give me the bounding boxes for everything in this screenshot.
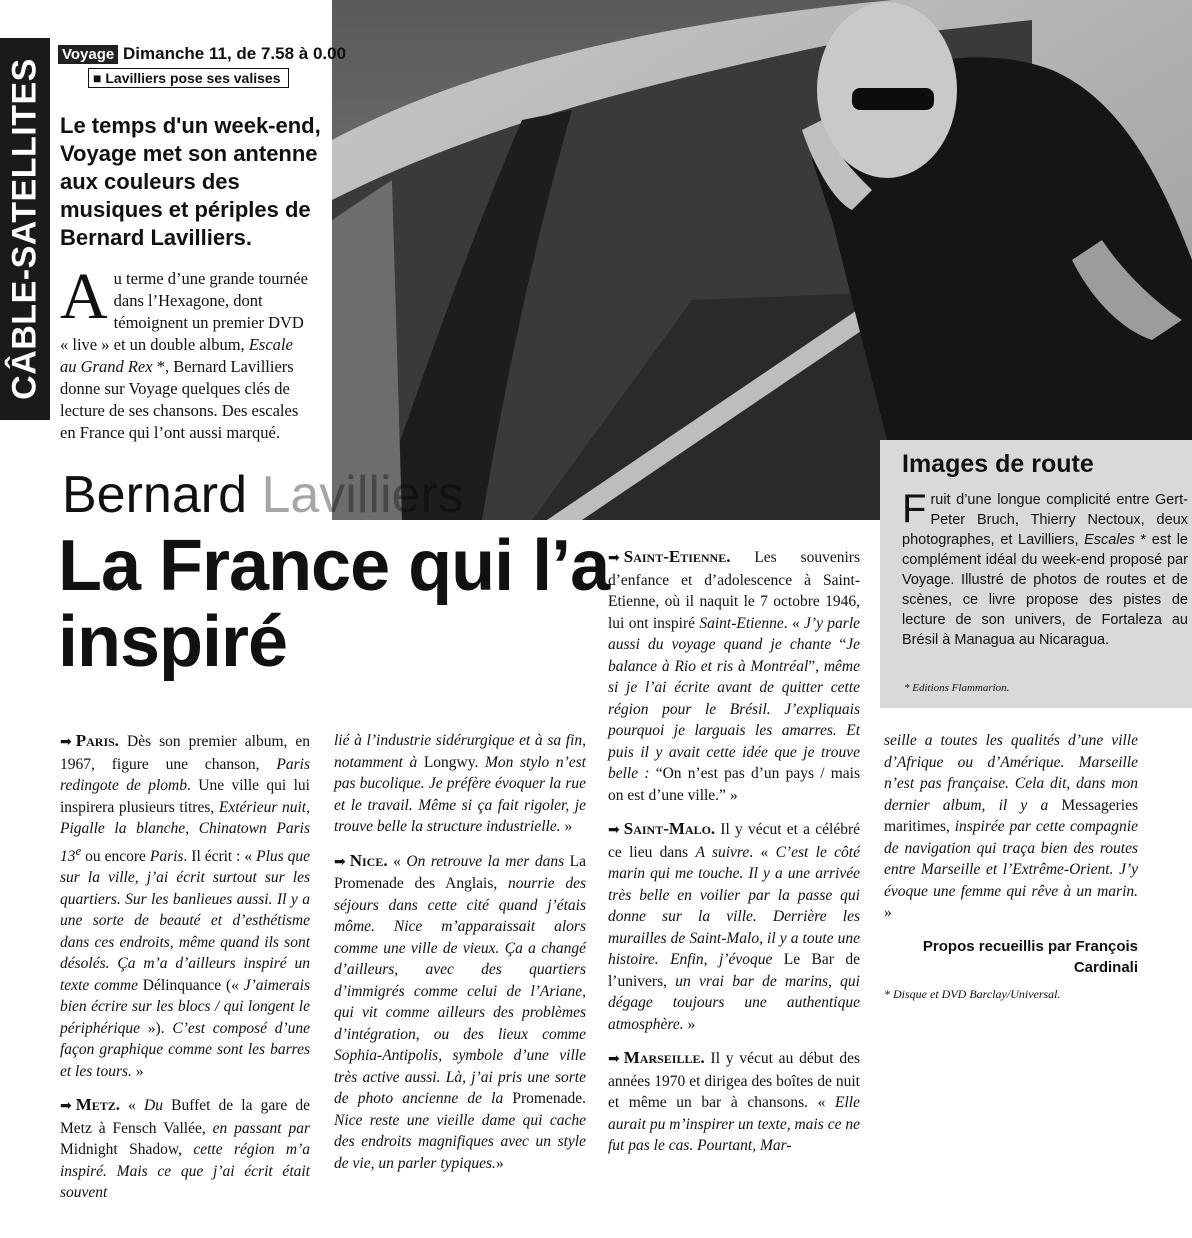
headline: La France qui l’a inspiré [58, 526, 610, 682]
paragraph-text: lié à l’industrie sidérurgique et à sa fin, notamment à Longwy. Mon stylo n’est pas bucolique. Je préfère évoquer la rue et le travail. Même si ça fait rigoler, je trouve belle la structure industrielle. » [334, 732, 586, 835]
arrow-icon: ➡ [608, 822, 620, 838]
kicker [62, 465, 464, 525]
lead-text: u terme d’une grande tournée dans l’Hexagone, dont témoignent un premier DVD « live » et un double album, Escale au Grand Rex *, Bernard Lavilliers donne sur Voyage quelques clés de lecture de ses chansons. Des escales en France qui l’ont aussi marqué. [60, 269, 308, 442]
square-bullet-icon: ■ [93, 70, 106, 86]
sidebar-body [902, 487, 1188, 650]
schedule: Dimanche 11, de 7.58 à 0.00 [123, 44, 347, 63]
arrow-icon: ➡ [60, 1098, 72, 1115]
paragraph [60, 730, 310, 1082]
city-heading: Metz. [75, 1095, 121, 1115]
column-3 [608, 546, 860, 1169]
column-1 [60, 730, 310, 1216]
paragraph-text: « Du Buffet de la gare de Metz à Fensch Vallée, en passant par Midnight Shadow, cette région m’a inspiré. Mais ce que j’ai écrit était souvent [60, 1097, 310, 1202]
program-title: Lavilliers pose ses valises [105, 70, 281, 86]
paragraph-text: « On retrouve la mer dans La Promenade des Anglais, nourrie des séjours dans cette cité quand j’étais môme. Nice m’apparaissait alors comme une ville de vieux. Ça a changé d’ailleurs, avec des quartiers d’immigrés comme celui de l’Ariane, qui vit comme ailleurs des problèmes d’intégration, ou des lieux comme Sophia-Antipolis, symbole d’une ville très active aussi. Là, j’ai pris une sorte de photo ancienne de la Promenade. Nice reste une vieille dame qui cache des endroits magnifiques avec un style de vie, un parler typiques.» [334, 852, 586, 1172]
channel-badge: Voyage [58, 45, 118, 64]
footnote: * Disque et DVD Barclay/Universal. [884, 986, 1061, 1001]
byline: Propos recueillis par François Cardinali [922, 937, 1138, 976]
paragraph [60, 1094, 310, 1204]
paragraph [334, 730, 586, 838]
drop-cap: A [60, 260, 108, 333]
city-heading: Paris. [75, 731, 120, 750]
arrow-icon: ➡ [334, 853, 346, 870]
city-heading: Marseille. [623, 1048, 705, 1067]
column-2 [334, 730, 586, 1186]
paragraph [608, 1047, 860, 1157]
lead-paragraph [60, 260, 310, 444]
kicker-last: Lavilliers [261, 466, 464, 524]
sidebar-title: Images de route [902, 450, 1094, 478]
column-4 [884, 730, 1138, 1005]
paragraph-text: Les souvenirs d’enfance et d’adolescence à Saint-Etienne, où il naquit le 7 octobre 1946, lui ont inspiré Saint-Etienne. « J’y parle aussi du voyage quand je chante “Je balance à Rio et ris à Montréal”, même si je l’ai écrite avant de quitter cette région pour le Brésil. J’expliquais pourquoi je larguais les amarres. Et puis il y avait cette idée que je trouve belle : “On n’est pas d’un pays / mais on est d’une ville.” » [608, 549, 861, 804]
sidebar-drop-cap: F [902, 487, 927, 531]
arrow-icon: ➡ [608, 1051, 620, 1067]
paragraph-text: Il y vécut et a célébré ce lieu dans A suivre. « C’est le côté marin qui me touche. Il y a une arrivée très belle en voilier par la passe qui donne sur la ville. Derrière les murailles de Saint-Malo, il y a toute une histoire. Enfin, j’évoque Le Bar de l’univers, un vrai bar de marins, qui dégage toujours une authentique atmosphère. » [608, 821, 860, 1033]
city-heading: Saint-Etienne. [623, 547, 731, 566]
city-heading: Saint-Malo. [623, 819, 716, 838]
paragraph-text: Il y vécut au début des années 1970 et dirigea des boîtes de nuit et même un bar à chansons. « Elle aurait pu m’inspirer un texte, mais ce ne fut pas le cas. Pourtant, Mar- [608, 1050, 860, 1154]
arrow-icon: ➡ [60, 734, 72, 750]
paragraph-text: Dès son premier album, en 1967, figure une chanson, Paris redingote de plomb. Une ville qui lui inspirera plusieurs titres, Extérieur nuit, Pigalle la blanche, Chinatown Paris 13e ou encore Paris. Il écrit : « Plus que sur la ville, j’ai écrit surtout sur les quartiers. Sur les banlieues aussi. Il y a une sorte de beauté et d’esthétisme dans ces endroits, même quand ils sont désolés. Ça m’a d’ailleurs inspiré un texte comme Délinquance (« J’aimerais bien écrire sur les blocs / qui longent le périphérique »). C’est composé d’une façon graphique comme sont les barres et les tours. » [60, 733, 311, 1080]
sidebar-note: * Editions Flammarion. [904, 682, 1010, 694]
kicker-first: Bernard [62, 466, 247, 524]
paragraph-text: seille a toutes les qualités d’une ville d’Afrique ou d’Amérique. Marseille n’est pas française. Cela dit, dans mon dernier album, il y a Messageries maritimes, inspirée par cette compagnie de navigation qui traça bien des routes entre Marseille et l’Extrême-Orient. J’y évoque une femme qui rêve à un marin. » [884, 732, 1138, 921]
section-tab [0, 38, 50, 420]
arrow-icon: ➡ [608, 550, 620, 566]
section-label: CÂBLE-SATELLITES [5, 58, 44, 400]
paragraph [608, 818, 860, 1035]
sidebar-box [880, 440, 1192, 708]
intro-text: Le temps d'un week-end, Voyage met son antenne aux couleurs des musiques et périples de Bernard Lavilliers. [60, 113, 321, 250]
city-heading: Nice. [349, 850, 388, 870]
paragraph [884, 730, 1138, 924]
program-box [88, 68, 289, 88]
paragraph [334, 850, 586, 1175]
paragraph [608, 546, 860, 806]
sidebar-text: ruit d’une longue complicité entre Gert-Peter Bruch, Thierry Nectoux, deux photographes, et Lavilliers, Escales * est le complément idéal du week-end proposé par Voyage. Illustré de photos de routes et de scènes, ce livre propose des pistes de lecture de son univers, de Fortaleza au Brésil à Managua au Nicaragua. [902, 492, 1188, 648]
